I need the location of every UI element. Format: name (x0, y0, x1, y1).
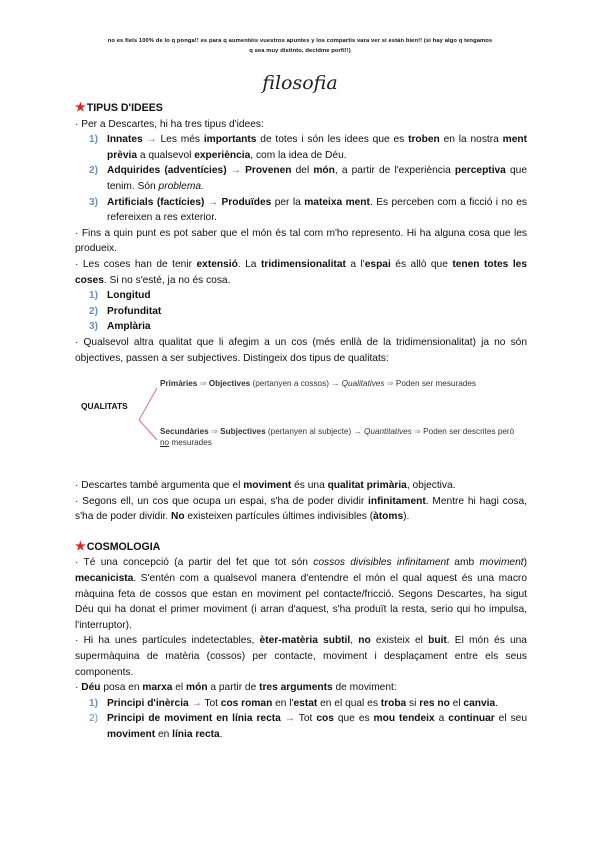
paragraph: · Les coses han de tenir extensió. La tridimensionalitat a l'espai és allò que tenen totes les coses. Si no s'esté, ja no és cosa. (75, 258, 527, 286)
qualities-diagram (75, 370, 527, 478)
star-icon: ★ (75, 100, 86, 114)
section-heading-cosmologia: ★COSMOLOGIA (75, 538, 161, 553)
paragraph: · Déu posa en marxa el món a partir de tres arguments de moviment: (75, 682, 397, 694)
content (75, 100, 527, 743)
dimensions-list (75, 288, 527, 335)
list-item: 2) Profunditat (89, 305, 162, 317)
paragraph: · Fins a quin punt es pot saber que el món és tal com m'ho represento. Hi ha alguna cosa que les produeix. (75, 227, 527, 255)
paragraph: · Qualsevol altra qualitat que li afegim a un cos (més enllà de la tridimensionalitat) ja no són objectives, passen a ser subjectives. Distingeix dos tipus de qualitats: (75, 336, 527, 364)
paragraph: · Té una concepció (a partir del fet que tot són cossos divisibles infinitament amb moviment) mecanicista. S'entén com a qualsevol manera d'entendre el món el qual aquest és una macro màquina feta de cossos que estan en moviment pel contacte/fricció. Segons Descartes, ha sigut Déu qui ha donat el primer moviment (i arran d'aquest, s'ha produït la resta, serio qui ho impulsa, l'interruptor). (75, 557, 528, 631)
list-item: 3) Artificials (factícies) → Produïdes per la mateixa ment. Es perceben com a ficció i no es refereixen a res exterior. (89, 196, 527, 224)
paragraph: · Descartes també argumenta que el moviment és una qualitat primària, objectiva. (75, 480, 456, 492)
paragraph: · Segons ell, un cos que ocupa un espai, s'ha de poder dividir infinitament. Mentre hi hagi cosa, s'ha de poder dividir. No existeixen partícules últimes indivisibles (àtoms). (75, 495, 527, 523)
diagram-branch-secondaries: Secundàries ⇒ Subjectives (pertanyen al subjecte) → Quantitatives ⇒ Poden ser descrites però no mesurades (160, 427, 515, 448)
ideas-list (75, 132, 527, 226)
diagram-root: QUALITATS (81, 401, 128, 412)
arguments-list (75, 696, 527, 743)
list-item: 2) Adquirides (adventícies) → Provenen del món, a partir de l'experiència perceptiva que tenim. Són problema. (89, 165, 527, 192)
disclaimer-note: no es fiels 100% de lo q ponga!! es para q aumentéis vuestros apuntes y los compartis vara ver si están bien!! (si hay algo q tengamos q sea muy distinto, decidme porfi!!) (107, 38, 493, 54)
paragraph: · Per a Descartes, hi ha tres tipus d'idees: (75, 118, 264, 130)
star-icon: ★ (75, 538, 86, 553)
section-heading-tipus-idees: ★TIPUS D'IDEES (75, 100, 163, 114)
list-item: 1) Principi d'inèrcia → Tot cos roman en l'estat en el qual es troba si res no el canvia. (89, 697, 498, 709)
page-title: filosofia (262, 72, 338, 94)
list-item: 3) Amplària (89, 321, 151, 333)
list-item: 1) Longitud (89, 290, 151, 302)
list-item: 1) Innates → Les més importants de totes i són les idees que es troben en la nostra ment prèvia a qualsevol experiència, com la idea de Déu. (89, 134, 527, 161)
diagram-branch-primaries: Primàries ⇒ Objectives (pertanyen a cossos) → Qualitatives ⇒ Poden ser mesurades (160, 379, 476, 389)
list-item: 2) Principi de moviment en línia recta → Tot cos que es mou tendeix a continuar el seu moviment en línia recta. (89, 713, 528, 740)
paragraph: · Hi ha unes partícules indetectables, èter-matèria subtil, no existeix el buit. El món és una supermàquina de matèria (cossos) per contacte, moviment i desplaçament entre els seus components. (75, 635, 527, 678)
